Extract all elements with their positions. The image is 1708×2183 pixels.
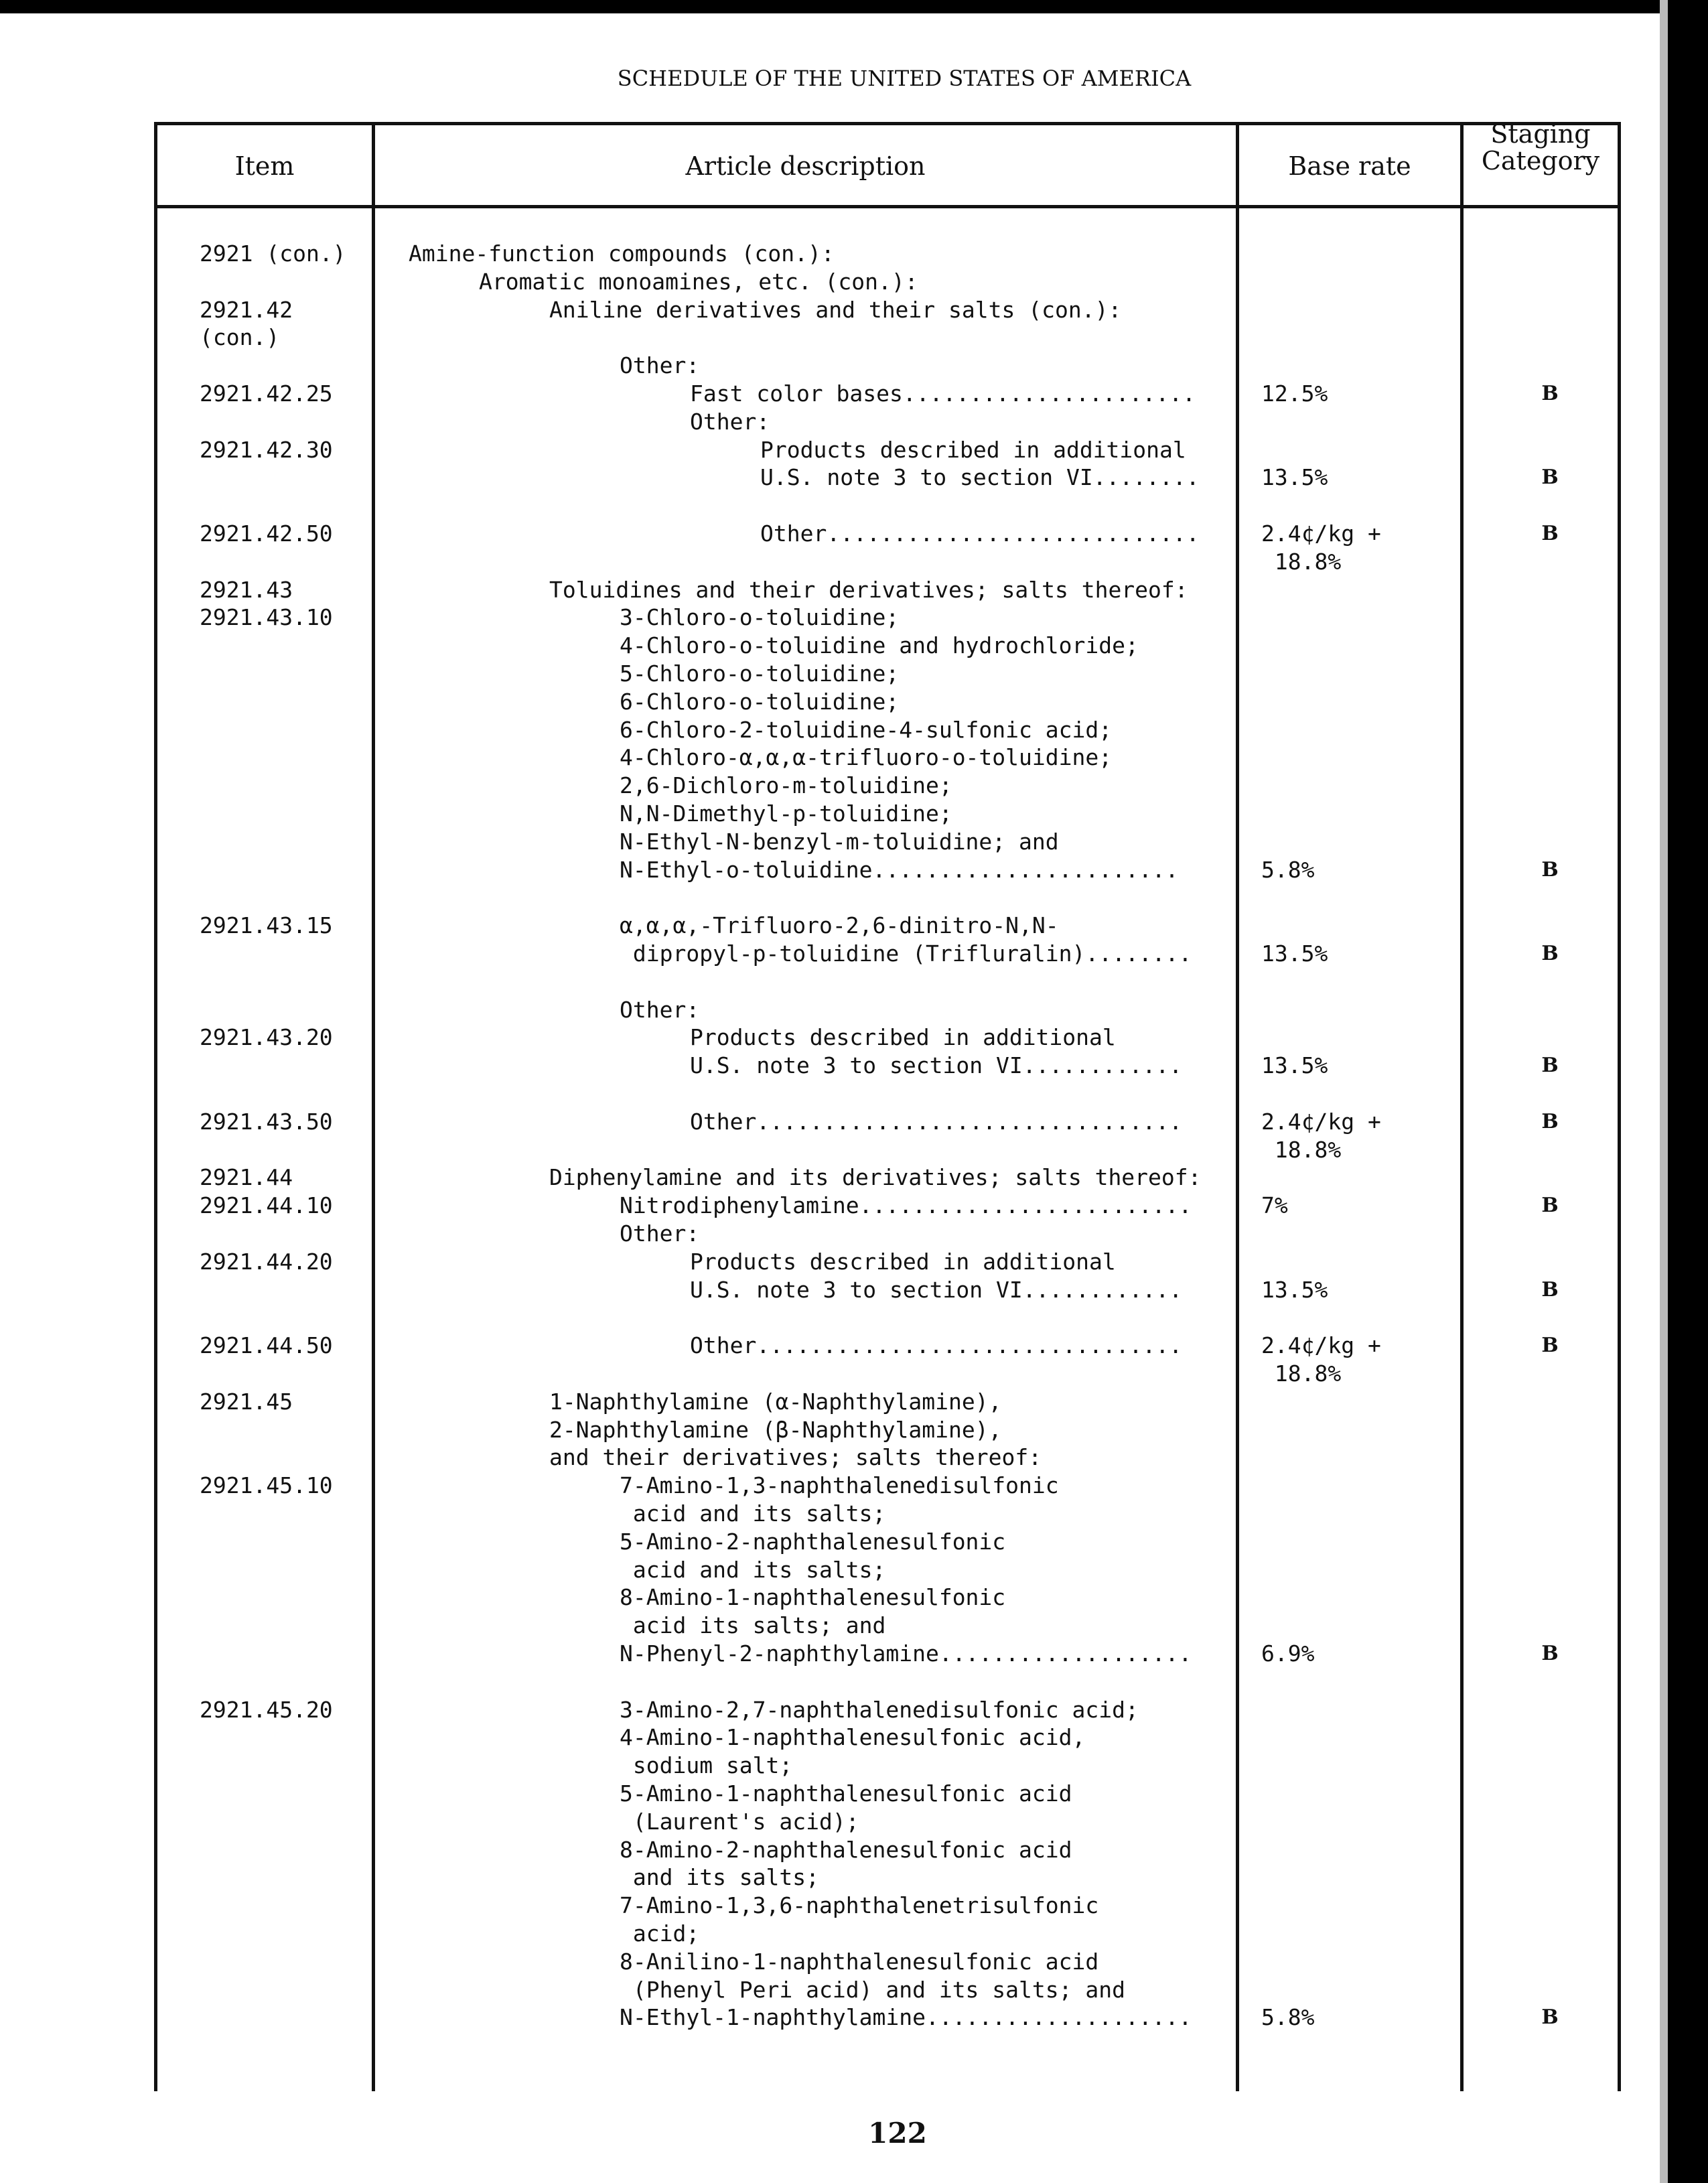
- row-staging-category: B: [1541, 857, 1559, 882]
- row-item-number: 2921.43.10: [200, 604, 333, 631]
- scan-edge-shading: [1660, 0, 1668, 2183]
- row-article-description: N-Ethyl-N-benzyl-m-toluidine; and: [620, 828, 1059, 855]
- row-article-description: 8-Amino-2-naphthalenesulfonic acid: [620, 1836, 1072, 1863]
- row-base-rate: 18.8%: [1261, 1136, 1342, 1163]
- row-staging-category: B: [1541, 1109, 1559, 1133]
- row-base-rate: 13.5%: [1261, 1052, 1328, 1079]
- row-article-description: Diphenylamine and its derivatives; salts thereof:: [549, 1164, 1202, 1191]
- table-left-border: [154, 122, 157, 2091]
- row-article-description: Amine-function compounds (con.):: [409, 240, 835, 267]
- row-article-description: Fast color bases......................: [690, 380, 1196, 407]
- row-base-rate: 13.5%: [1261, 1276, 1328, 1303]
- row-article-description: Products described in additional: [760, 436, 1186, 463]
- row-article-description: and its salts;: [620, 1864, 820, 1891]
- row-article-description: Other................................: [690, 1108, 1183, 1135]
- row-staging-category: B: [1541, 1277, 1559, 1301]
- row-staging-category: B: [1541, 1334, 1559, 1358]
- row-article-description: 4-Chloro-α,α,α-trifluoro-o-toluidine;: [620, 744, 1113, 771]
- row-item-number: 2921.43: [200, 576, 293, 603]
- row-article-description: N-Ethyl-1-naphthylamine....................: [620, 2004, 1192, 2031]
- row-article-description: U.S. note 3 to section VI............: [690, 1052, 1183, 1079]
- row-base-rate: 18.8%: [1261, 1360, 1342, 1387]
- scan-top-edge: [0, 0, 1708, 13]
- row-article-description: 5-Amino-2-naphthalenesulfonic: [620, 1528, 1006, 1555]
- row-item-number: 2921.43.15: [200, 912, 333, 939]
- row-article-description: acid;: [620, 1920, 700, 1947]
- column-header-staging-category: [1464, 121, 1618, 174]
- row-item-number: 2921.44.50: [200, 1332, 333, 1359]
- row-article-description: Aniline derivatives and their salts (con.):: [549, 296, 1122, 323]
- row-staging-category: B: [1541, 942, 1559, 965]
- row-article-description: 6-Chloro-o-toluidine;: [620, 688, 900, 715]
- row-article-description: N-Phenyl-2-naphthylamine...................: [620, 1640, 1192, 1667]
- row-article-description: 4-Amino-1-naphthalenesulfonic acid,: [620, 1724, 1086, 1751]
- row-staging-category: B: [1541, 1054, 1559, 1078]
- row-article-description: acid and its salts;: [620, 1556, 886, 1583]
- row-article-description: Other:: [620, 1220, 700, 1247]
- row-article-description: 7-Amino-1,3,6-naphthalenetrisulfonic: [620, 1892, 1099, 1919]
- row-staging-category: B: [1541, 382, 1559, 405]
- row-base-rate: 2.4¢/kg +: [1261, 520, 1381, 547]
- row-article-description: Other:: [620, 996, 700, 1023]
- row-article-description: and their derivatives; salts thereof:: [549, 1444, 1042, 1471]
- row-article-description: (Phenyl Peri acid) and its salts; and: [620, 1976, 1125, 2003]
- column-header-staging-line1: Staging: [1490, 119, 1591, 149]
- row-base-rate: 2.4¢/kg +: [1261, 1108, 1381, 1135]
- row-staging-category: B: [1541, 1642, 1559, 1665]
- row-base-rate: 5.8%: [1261, 2004, 1315, 2031]
- row-base-rate: 13.5%: [1261, 940, 1328, 967]
- row-item-number: 2921.42.25: [200, 380, 333, 407]
- column-header-staging-line2: Category: [1481, 146, 1600, 175]
- table-right-border: [1618, 122, 1621, 2091]
- row-article-description: N,N-Dimethyl-p-toluidine;: [620, 800, 952, 827]
- row-item-number: 2921.42.30: [200, 436, 333, 463]
- row-item-number: 2921.44: [200, 1164, 293, 1191]
- row-article-description: (Laurent's acid);: [620, 1808, 859, 1835]
- row-article-description: 7-Amino-1,3-naphthalenedisulfonic: [620, 1472, 1059, 1499]
- row-article-description: 1-Naphthylamine (α-Naphthylamine),: [549, 1388, 1002, 1415]
- row-staging-category: B: [1541, 466, 1559, 490]
- column-header-item: Item: [234, 151, 295, 181]
- row-base-rate: 6.9%: [1261, 1640, 1315, 1667]
- row-base-rate: 5.8%: [1261, 856, 1315, 883]
- row-item-number: 2921.43.20: [200, 1024, 333, 1051]
- row-article-description: 5-Chloro-o-toluidine;: [620, 660, 900, 687]
- row-article-description: 6-Chloro-2-toluidine-4-sulfonic acid;: [620, 716, 1113, 743]
- row-base-rate: 18.8%: [1261, 548, 1342, 575]
- page-title: SCHEDULE OF THE UNITED STATES OF AMERICA: [617, 66, 1192, 91]
- row-article-description: Other............................: [760, 520, 1200, 547]
- row-article-description: dipropyl-p-toluidine (Trifluralin)........: [620, 940, 1192, 967]
- row-staging-category: B: [1541, 1194, 1559, 1218]
- row-item-number: 2921.42: [200, 296, 293, 323]
- row-item-number: 2921.44.20: [200, 1248, 333, 1275]
- row-article-description: 3-Amino-2,7-naphthalenedisulfonic acid;: [620, 1696, 1139, 1723]
- row-article-description: 8-Anilino-1-naphthalenesulfonic acid: [620, 1948, 1099, 1975]
- page-number: 122: [868, 2117, 927, 2150]
- row-article-description: Other................................: [690, 1332, 1183, 1359]
- row-item-number: 2921.44.10: [200, 1192, 333, 1219]
- row-staging-category: B: [1541, 2005, 1559, 2030]
- row-article-description: 4-Chloro-o-toluidine and hydrochloride;: [620, 632, 1139, 659]
- row-article-description: α,α,α,-Trifluoro-2,6-dinitro-N,N-: [620, 912, 1059, 939]
- row-article-description: U.S. note 3 to section VI............: [690, 1276, 1183, 1303]
- row-item-number: 2921 (con.): [200, 240, 346, 267]
- row-item-number: 2921.43.50: [200, 1108, 333, 1135]
- row-article-description: 2,6-Dichloro-m-toluidine;: [620, 772, 952, 799]
- row-base-rate: 13.5%: [1261, 464, 1328, 491]
- column-header-base-rate: Base rate: [1288, 151, 1411, 181]
- row-item-number: 2921.45.10: [200, 1472, 333, 1499]
- row-item-number: 2921.45.20: [200, 1696, 333, 1723]
- row-base-rate: 7%: [1261, 1192, 1288, 1219]
- row-article-description: Other:: [690, 408, 770, 435]
- row-article-description: 2-Naphthylamine (β-Naphthylamine),: [549, 1416, 1002, 1443]
- column-header-description: Article description: [685, 151, 926, 181]
- row-article-description: 8-Amino-1-naphthalenesulfonic: [620, 1584, 1006, 1611]
- row-article-description: sodium salt;: [620, 1752, 793, 1779]
- column-divider-item: [372, 122, 375, 2091]
- row-article-description: acid and its salts;: [620, 1500, 886, 1527]
- column-divider-description: [1236, 122, 1239, 2091]
- row-article-description: Nitrodiphenylamine.........................: [620, 1192, 1192, 1219]
- row-staging-category: B: [1541, 522, 1559, 545]
- row-article-description: acid its salts; and: [620, 1612, 886, 1639]
- row-article-description: 3-Chloro-o-toluidine;: [620, 604, 900, 631]
- row-article-description: Other:: [620, 352, 700, 379]
- scan-right-edge: [1668, 0, 1708, 2183]
- row-article-description: 5-Amino-1-naphthalenesulfonic acid: [620, 1780, 1072, 1807]
- row-article-description: Products described in additional: [690, 1248, 1116, 1275]
- row-article-description: U.S. note 3 to section VI........: [760, 464, 1200, 491]
- row-article-description: Aromatic monoamines, etc. (con.):: [479, 268, 918, 295]
- row-base-rate: 2.4¢/kg +: [1261, 1332, 1381, 1359]
- row-article-description: Toluidines and their derivatives; salts thereof:: [549, 576, 1188, 603]
- row-article-description: N-Ethyl-o-toluidine.......................: [620, 856, 1179, 883]
- row-item-number: (con.): [200, 324, 280, 351]
- row-article-description: Products described in additional: [690, 1024, 1116, 1051]
- row-base-rate: 12.5%: [1261, 380, 1328, 407]
- column-divider-rate: [1460, 122, 1464, 2091]
- row-item-number: 2921.45: [200, 1388, 293, 1415]
- row-item-number: 2921.42.50: [200, 520, 333, 547]
